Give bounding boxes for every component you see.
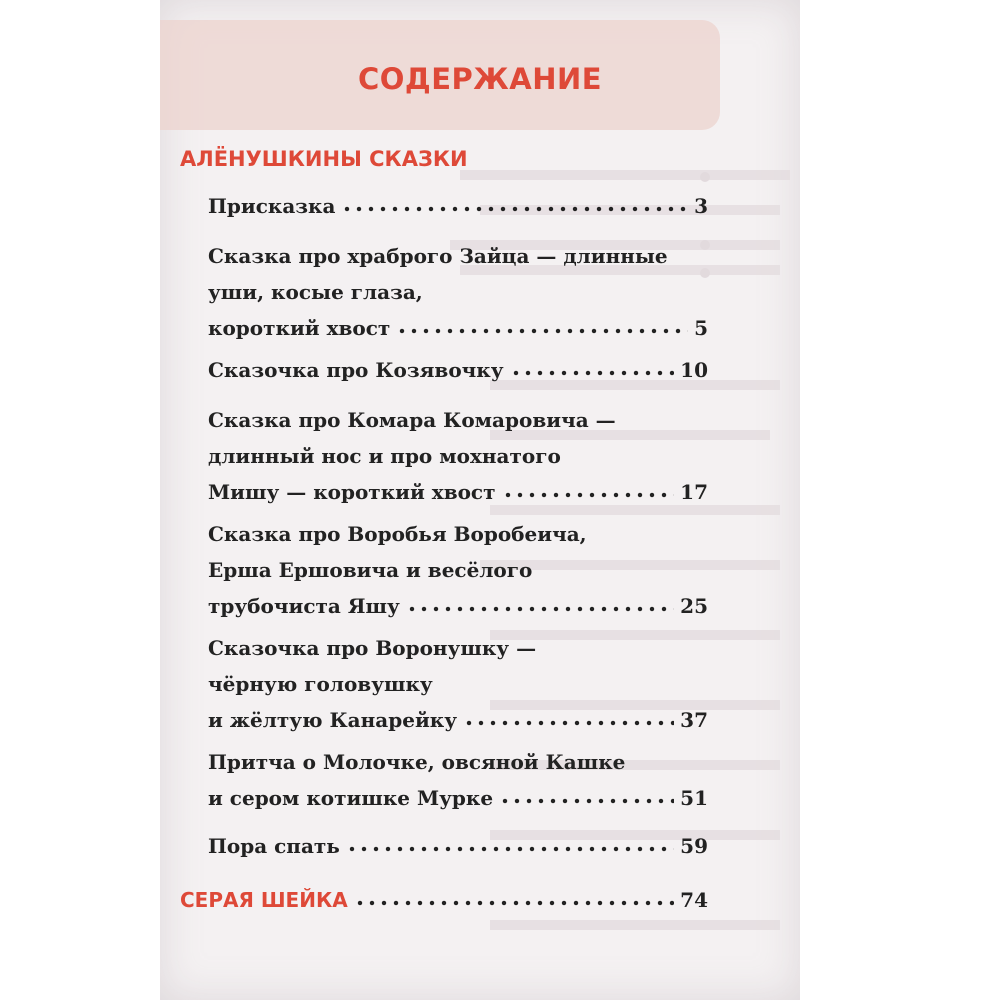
toc-entry-title: Пора спать (208, 834, 340, 858)
dot-leader (396, 327, 688, 335)
toc-entry-last-line (208, 702, 708, 738)
toc-entry[interactable] (208, 630, 708, 738)
toc-entry-last-line (208, 352, 708, 388)
dot-leader (502, 491, 675, 499)
toc-entry-title: и сером котишке Мурке (208, 786, 494, 810)
toc-entry-line: Сказка про храброго Зайца — длинные (208, 244, 668, 268)
toc-entry-last-line (208, 188, 708, 224)
toc-entry-last-line (208, 474, 708, 510)
toc-entry[interactable] (208, 238, 708, 346)
toc-page-number: 10 (680, 358, 708, 382)
dot-leader (341, 205, 688, 213)
toc-entry-line: Сказка про Комара Комаровича — (208, 408, 616, 432)
dot-leader (346, 845, 674, 853)
dot-leader (406, 605, 674, 613)
toc-entry-line: Ерша Ершовича и весёлого (208, 558, 533, 582)
toc-page-number: 51 (680, 786, 708, 810)
toc-page-number: 3 (694, 194, 708, 218)
toc-entry-line: Сказка про Воробья Воробеича, (208, 522, 587, 546)
toc-entry[interactable] (208, 352, 708, 388)
toc-page-number: 17 (680, 480, 708, 504)
toc-entry-title: СЕРАЯ ШЕЙКА (180, 888, 348, 912)
toc-entry-last-line (208, 588, 708, 624)
dot-leader (499, 797, 674, 805)
toc-entry-title: Сказочка про Козявочку (208, 358, 504, 382)
book-page (160, 0, 800, 1000)
toc-entry-line: Сказочка про Воронушку — (208, 636, 537, 660)
toc-entry-title: трубочиста Яшу (208, 594, 400, 618)
dot-leader (510, 369, 675, 377)
toc-entry[interactable] (208, 744, 708, 816)
section-heading: АЛЁНУШКИНЫ СКАЗКИ (180, 147, 468, 171)
toc-entry-title: Присказка (208, 194, 336, 218)
dot-leader (463, 719, 674, 727)
toc-entry-line: длинный нос и про мохнатого (208, 444, 561, 468)
bleed-through-line (490, 920, 780, 930)
toc-entry-seraya-sheika[interactable] (180, 888, 708, 912)
toc-entry[interactable] (208, 402, 708, 510)
toc-entry-title: и жёлтую Канарейку (208, 708, 458, 732)
toc-page-number: 5 (694, 316, 708, 340)
toc-entry[interactable] (208, 188, 708, 224)
toc-page-number: 74 (680, 888, 708, 912)
toc-entry-line: чёрную головушку (208, 672, 433, 696)
toc-entry[interactable] (208, 516, 708, 624)
toc-page-number: 37 (680, 708, 708, 732)
toc-entry[interactable] (208, 828, 708, 864)
toc-page-number: 59 (680, 834, 708, 858)
bleed-through-line (460, 170, 790, 180)
toc-entry-line: Притча о Молочке, овсяной Кашке (208, 750, 626, 774)
toc-entry-last-line (208, 828, 708, 864)
toc-entry-last-line (208, 310, 708, 346)
bleed-through-dot (700, 172, 710, 182)
toc-title: СОДЕРЖАНИЕ (357, 62, 603, 96)
toc-entry-last-line (208, 780, 708, 816)
toc-entry-line: уши, косые глаза, (208, 280, 423, 304)
dot-leader (354, 899, 674, 907)
toc-entry-title: Мишу — короткий хвост (208, 480, 496, 504)
toc-entry-title: короткий хвост (208, 316, 391, 340)
toc-page-number: 25 (680, 594, 708, 618)
